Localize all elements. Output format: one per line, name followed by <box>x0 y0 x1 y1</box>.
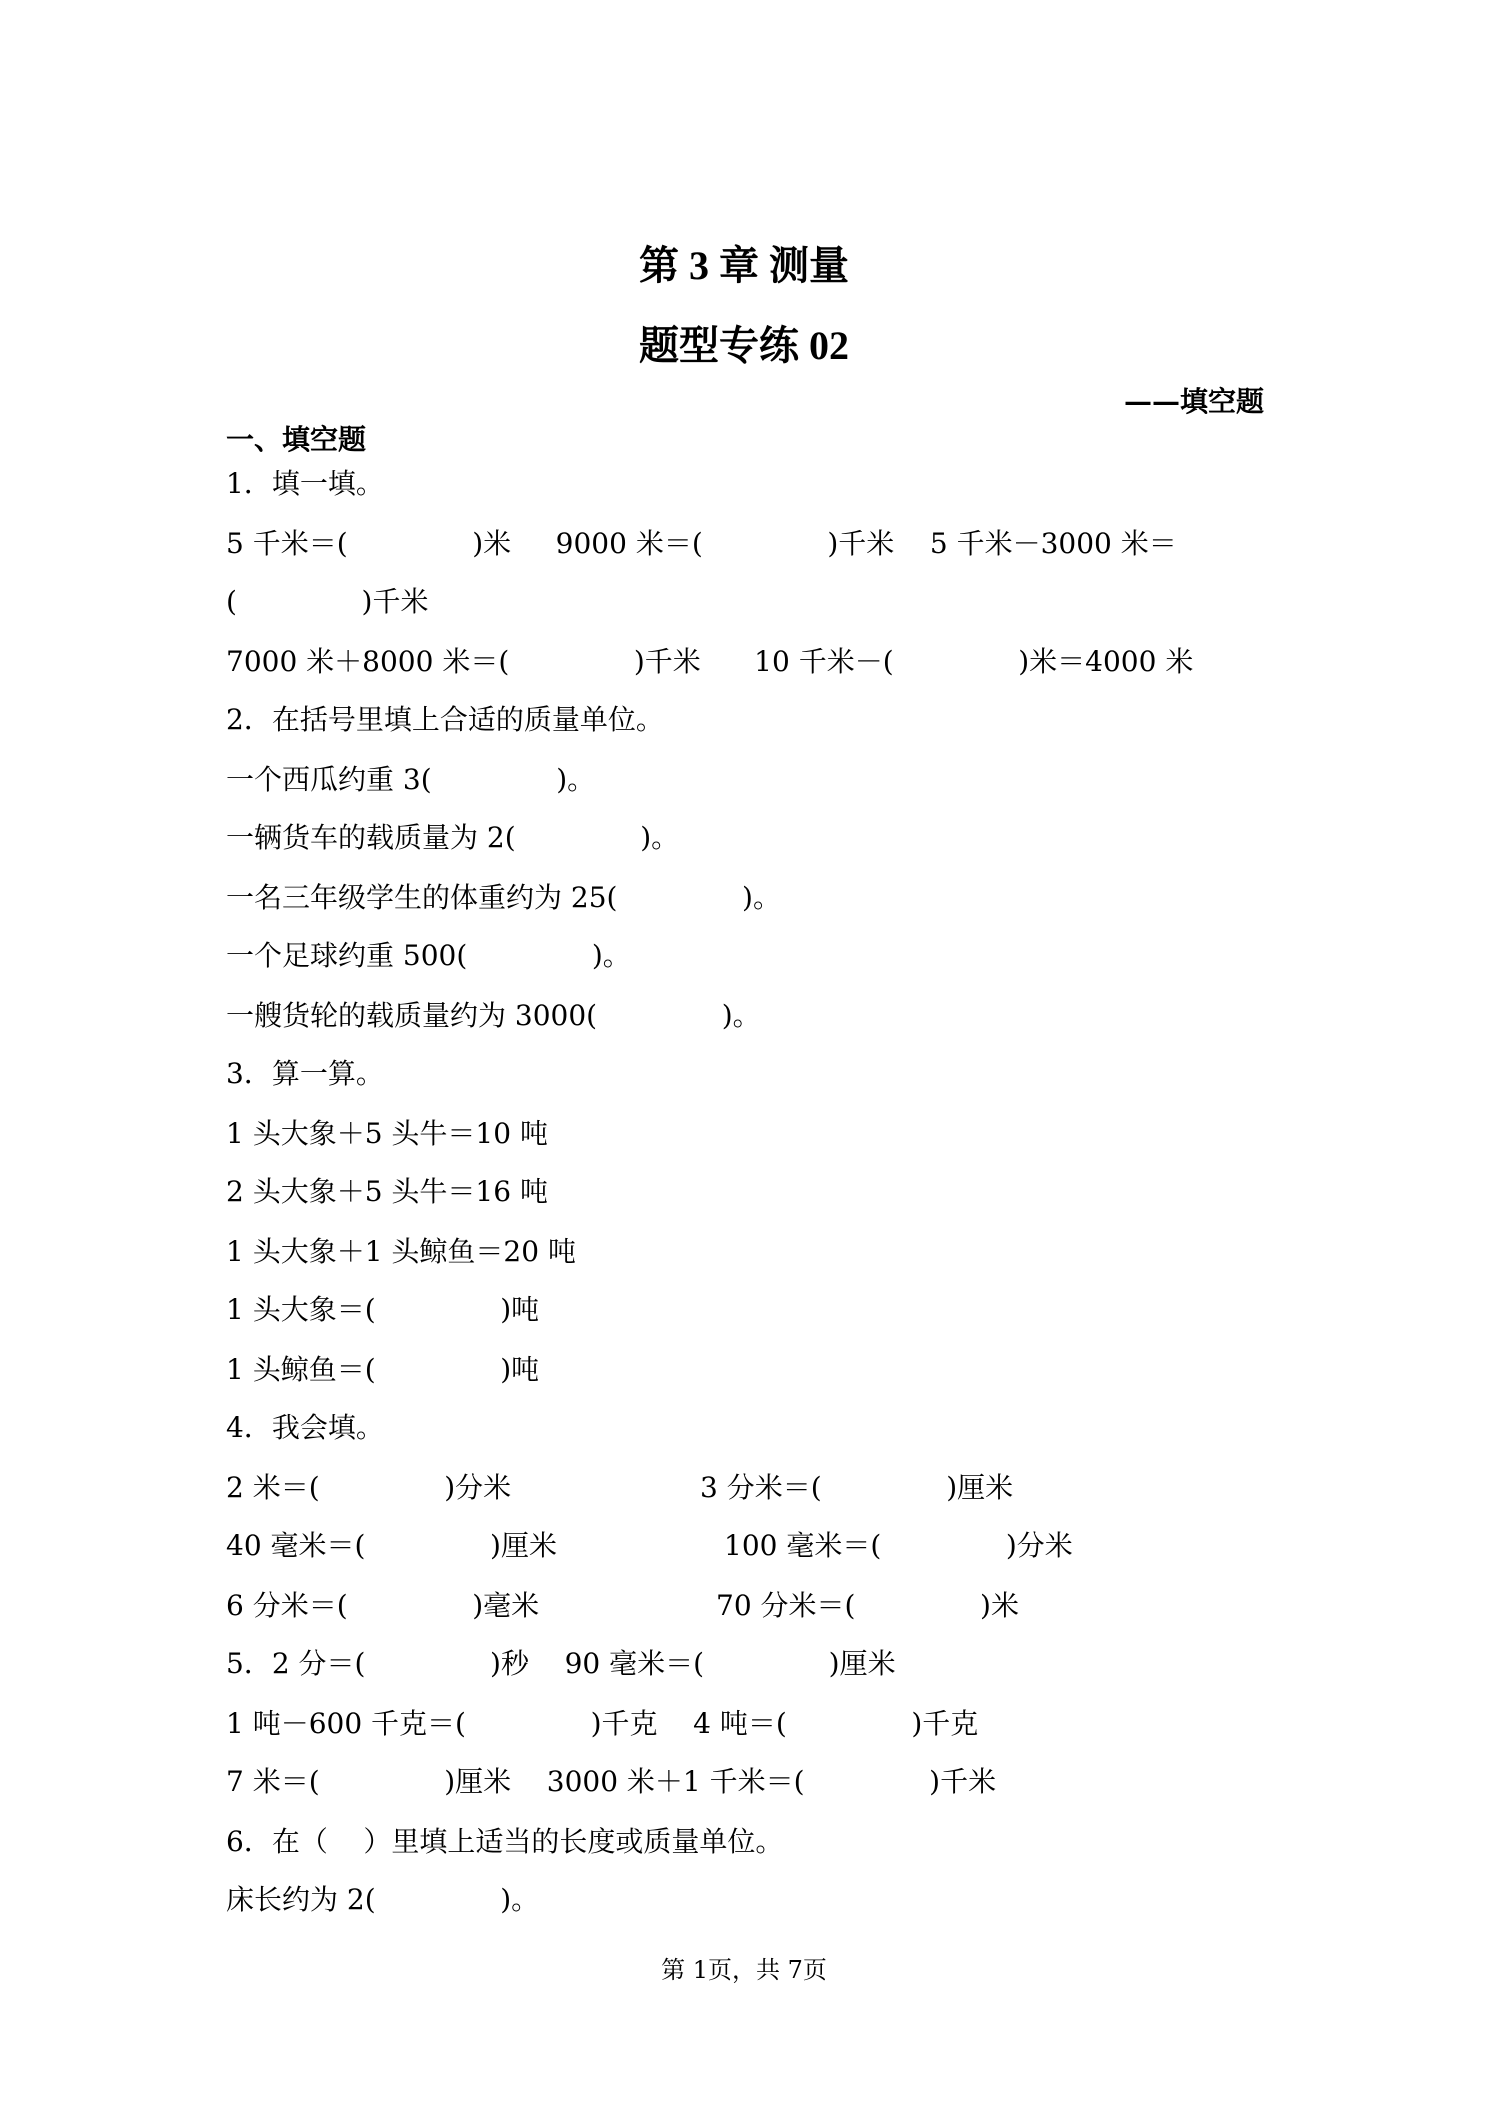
q1-line-1: 5 千米＝( )米 9000 米＝( )千米 5 千米－3000 米＝ <box>226 527 1177 560</box>
q3-item: 1 头大象＋1 头鲸鱼＝20 吨 <box>226 1235 576 1268</box>
q1-line-3: 7000 米＋8000 米＝( )千米 10 千米－( )米＝4000 米 <box>226 645 1194 678</box>
q5-line-3: 7 米＝( )厘米 3000 米＋1 千米＝( )千米 <box>226 1765 997 1798</box>
subtitle: ——填空题 <box>1123 385 1264 418</box>
q3-item: 1 头鲸鱼＝( )吨 <box>226 1353 540 1386</box>
q2-title: 2．在括号里填上合适的质量单位。 <box>226 703 664 736</box>
q2-item: 一个西瓜约重 3( )。 <box>226 763 596 796</box>
q1-line-2: ( )千米 <box>226 585 429 618</box>
q3-item: 1 头大象＝( )吨 <box>226 1293 540 1326</box>
q5-line-1: 5．2 分＝( )秒 90 毫米＝( )厘米 <box>226 1647 896 1680</box>
q3-item: 1 头大象＋5 头牛＝10 吨 <box>226 1117 548 1150</box>
practice-title: 题型专练 02 <box>639 323 849 368</box>
q4-title: 4．我会填。 <box>226 1411 384 1444</box>
q2-item: 一个足球约重 500( )。 <box>226 939 631 972</box>
q4-right-item: 3 分米＝( )厘米 <box>700 1471 1014 1504</box>
section-title: 一、填空题 <box>226 423 367 456</box>
q3-item: 2 头大象＋5 头牛＝16 吨 <box>226 1175 548 1208</box>
chapter-title: 第 3 章 测量 <box>639 243 849 288</box>
page-footer: 第 1页，共 7页 <box>661 1956 827 1984</box>
q6-item: 床长约为 2( )。 <box>226 1883 540 1916</box>
q3-title: 3．算一算。 <box>226 1057 384 1090</box>
q1-title: 1．填一填。 <box>226 467 384 500</box>
q5-line-2: 1 吨－600 千克＝( )千克 4 吨＝( )千克 <box>226 1707 979 1740</box>
q4-right-item: 100 毫米＝( )分米 <box>724 1529 1073 1562</box>
q4-left-item: 2 米＝( )分米 <box>226 1471 512 1504</box>
q4-left-item: 40 毫米＝( )厘米 <box>226 1529 557 1562</box>
q2-item: 一艘货轮的载质量约为 3000( )。 <box>226 999 761 1032</box>
q4-right-item: 70 分米＝( )米 <box>716 1589 1019 1622</box>
q2-item: 一名三年级学生的体重约为 25( )。 <box>226 881 781 914</box>
q6-title: 6．在（ ）里填上适当的长度或质量单位。 <box>226 1825 784 1858</box>
q2-item: 一辆货车的载质量为 2( )。 <box>226 821 680 854</box>
q4-left-item: 6 分米＝( )毫米 <box>226 1589 540 1622</box>
